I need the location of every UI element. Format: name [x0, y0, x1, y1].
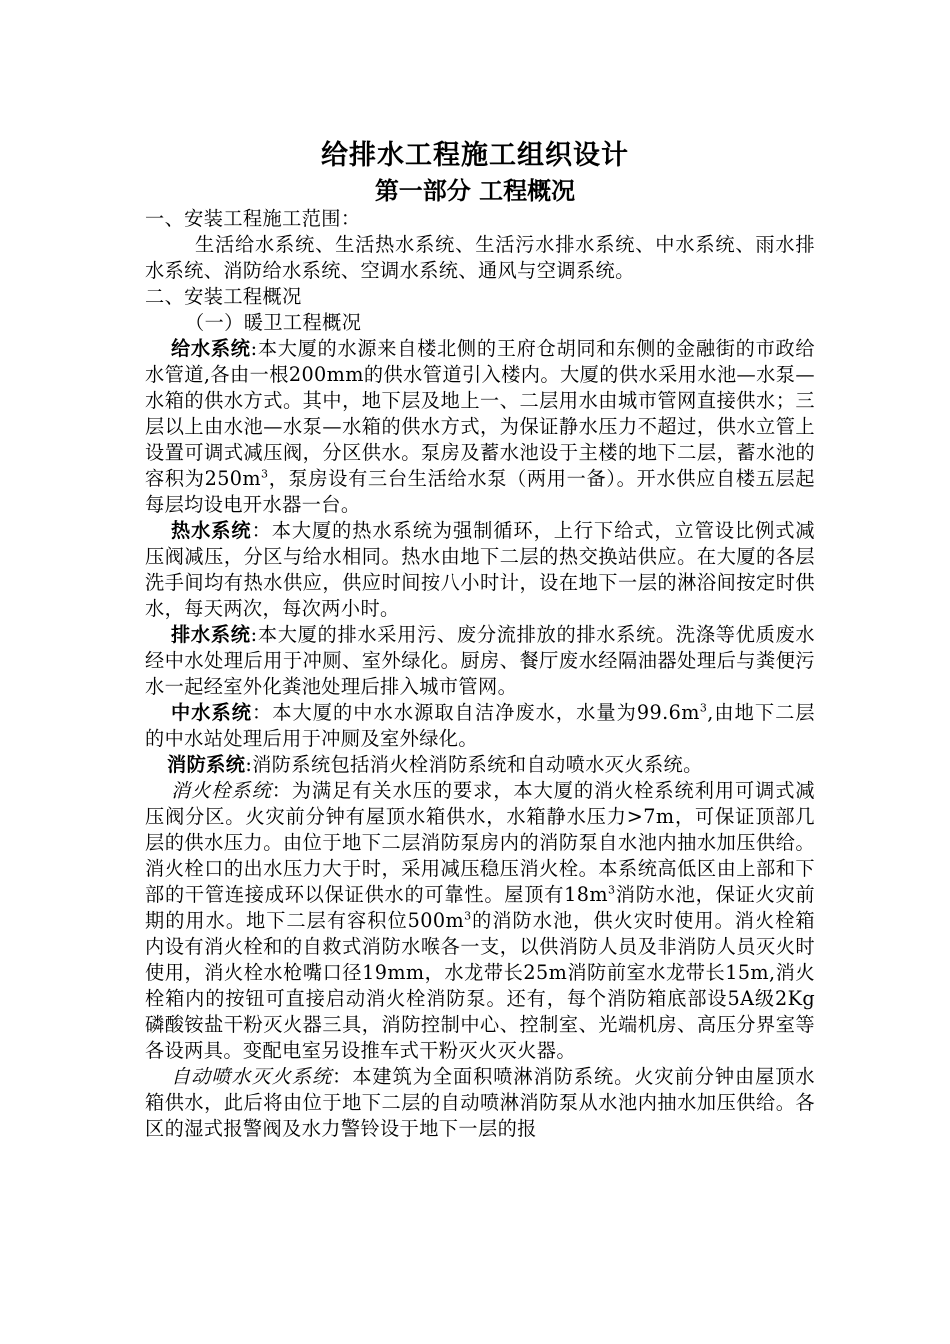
scope-paragraph: 生活给水系统、生活热水系统、生活污水排水系统、中水系统、雨水排水系统、消防给水系统、空调水系统、通风与空调系统。 [145, 233, 815, 282]
fire-protection-label: 消防系统 [167, 753, 246, 776]
part-title: 第一部分 工程概况 [374, 176, 576, 205]
fire-protection-paragraph: 消防系统:消防系统包括消火栓消防系统和自动喷水灭火系统。 [167, 753, 703, 776]
water-supply-label: 给水系统 [171, 337, 251, 360]
water-supply-paragraph: 给水系统:本大厦的水源来自楼北侧的王府仓胡同和东侧的金融街的市政给水管道,各由一根200mm的供水管道引入楼内。大厦的供水采用水池—水泵—水箱的供水方式。其中，地下层及地上一、二层用水由城市管网直接供水；三层以上由水池—水泵—水箱的供水方式，为保证静水压力不超过，供水立管上设置可调式减压阀，分区供水。泵房及蓄水池设于主楼的地下二层，蓄水池的容积为$250m^3$，泵房设有三台生活给水泵（两用一备）。开水供应自楼五层起每层均设电开水器一台。 [145, 337, 815, 516]
hydrant-label: 消火栓系统 [171, 779, 272, 802]
hydrant-paragraph: 消火栓系统：为满足有关水压的要求，本大厦的消火栓系统利用可调式减压阀分区。火灾前分钟有屋顶水箱供水，水箱静水压力>7m，可保证顶部几层的供水压力。由位于地下二层消防泵房内的消防泵自水池内抽水加压供给。消火栓口的出水压力大于时，采用减压稳压消火栓。本系统高低区由上部和下部的干管连接成环以保证供水的可靠性。屋顶有$18m^3$消防水池，保证火灾前期的用水。地下二层有容积位$500m^3$的消防水池，供火灾时使用。消火栓箱内设有消火栓和的自救式消防水喉各一支，以供消防人员及非消防人员灭火时使用，消火栓水枪嘴口径19mm，水龙带长25m消防前室水龙带长15m,消火栓箱内的按钮可直接启动消火栓消防泵。还有，每个消防箱底部设5A级2Kg磷酸铵盐干粉灭火器三具，消防控制中心、控制室、光端机房、高压分界室等各设两具。变配电室另设推车式干粉灭火灭火器。 [145, 779, 815, 1062]
section-heading-scope: 一、安装工程施工范围： [145, 207, 361, 230]
drainage-paragraph: 排水系统:本大厦的排水采用污、废分流排放的排水系统。洗涤等优质废水经中水处理后用于冲厕、室外绿化。厨房、餐厅废水经隔油器处理后与粪便污水一起经室外化粪池处理后排入城市管网。 [145, 623, 815, 698]
document-title: 给排水工程施工组织设计 [321, 140, 629, 171]
subsection-heading-plumbing: （一）暖卫工程概况 [185, 311, 362, 334]
section-heading-overview: 二、安装工程概况 [145, 285, 302, 308]
sprinkler-paragraph: 自动喷水灭火系统：本建筑为全面积喷淋消防系统。火灾前分钟由屋顶水箱供水，此后将由位于地下二层的自动喷淋消防泵从水池内抽水加压供给。各区的湿式报警阀及水力警铃设于地下一层的报 [145, 1065, 815, 1140]
hot-water-paragraph: 热水系统：本大厦的热水系统为强制循环，上行下给式，立管设比例式减压阀减压，分区与给水相同。热水由地下二层的热交换站供应。在大厦的各层洗手间均有热水供应，供应时间按八小时计，设在地下一层的淋浴间按定时供水，每天两次，每次两小时。 [145, 519, 815, 620]
reclaimed-water-paragraph: 中水系统：本大厦的中水水源取自洁净废水，水量为$99.6m^3$,由地下二层的中水站处理后用于冲厕及室外绿化。 [145, 701, 815, 750]
sprinkler-label: 自动喷水灭火系统 [171, 1065, 333, 1088]
hot-water-label: 热水系统 [171, 519, 252, 542]
reclaimed-water-label: 中水系统 [171, 701, 253, 724]
document-body [145, 206, 815, 1142]
drainage-label: 排水系统 [171, 623, 251, 646]
